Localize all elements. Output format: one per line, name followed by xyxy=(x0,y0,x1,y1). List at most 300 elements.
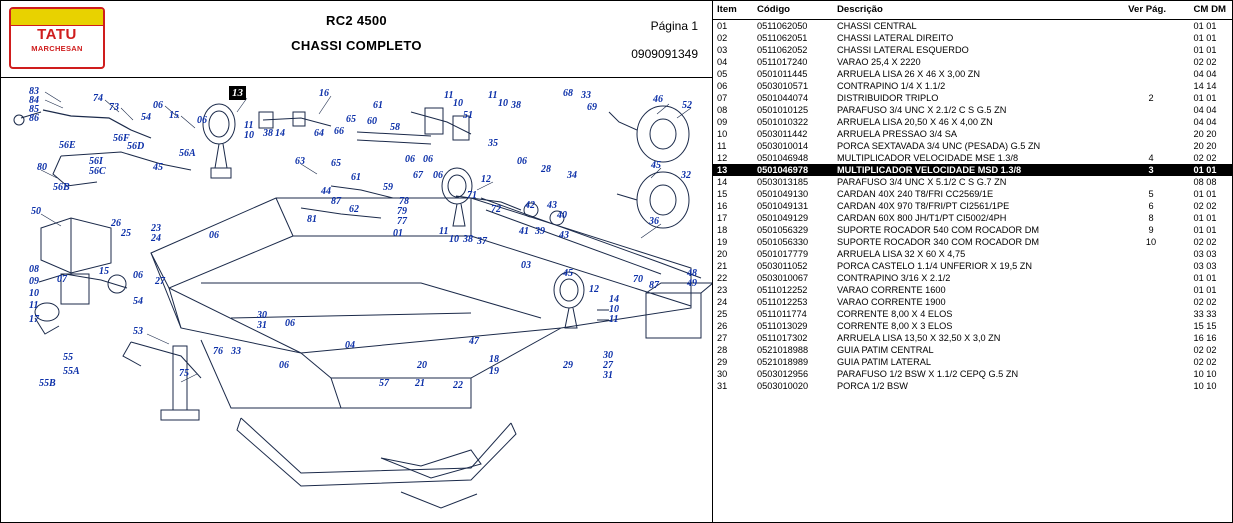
callout-label: 62 xyxy=(349,204,359,215)
cell-ver-pag xyxy=(1124,356,1176,368)
table-row[interactable] xyxy=(713,212,1232,224)
callout-label: 10 xyxy=(449,234,459,245)
cell-cm-dm: 01 01 xyxy=(1193,21,1217,31)
callout-label: 20 xyxy=(417,360,427,371)
cell-code: 0511012253 xyxy=(757,297,808,307)
table-row[interactable] xyxy=(713,284,1232,296)
callout-label: 06 xyxy=(405,154,415,165)
callout-label: 19 xyxy=(489,366,499,377)
table-row[interactable] xyxy=(713,20,1232,33)
cell-description: CARDAN 40X 970 T8/FRI/PT CI2561/1PE xyxy=(837,201,1010,211)
callout-label: 31 xyxy=(257,320,267,331)
callout-label: 18 xyxy=(489,354,499,365)
cell-code: 0501056329 xyxy=(757,225,809,235)
parts-table-body xyxy=(713,20,1232,393)
cell-code: 0511013029 xyxy=(757,321,808,331)
cell-ver-pag: 9 xyxy=(1148,225,1154,235)
cell-cm-dm: 01 01 xyxy=(1193,213,1217,223)
callout-label: 84 xyxy=(29,95,39,106)
cell-code: 0503013185 xyxy=(757,177,809,187)
cell-cm-dm: 01 01 xyxy=(1193,93,1217,103)
cell-ver-pag xyxy=(1124,248,1176,260)
callout-label: 10 xyxy=(498,98,508,109)
callout-label: 79 xyxy=(397,206,407,217)
callout-label: 38 xyxy=(263,128,273,139)
callout-label: 14 xyxy=(275,128,285,139)
callout-label: 33 xyxy=(581,90,591,101)
callout-label: 26 xyxy=(111,218,121,229)
cell-item: 25 xyxy=(717,309,728,319)
callout-label: 55A xyxy=(63,366,80,377)
cell-item: 18 xyxy=(717,225,728,235)
table-row[interactable] xyxy=(713,128,1232,140)
callout-label: 11 xyxy=(29,300,39,311)
cell-code: 0501049129 xyxy=(757,213,809,223)
callout-label: 06 xyxy=(153,100,163,111)
callout-label: 25 xyxy=(121,228,131,239)
cell-description: ARRUELA LISA 20,50 X 46 X 4,00 ZN xyxy=(837,117,993,127)
cell-item: 20 xyxy=(717,249,728,259)
callout-label: 04 xyxy=(345,340,355,351)
cell-code: 0503010020 xyxy=(757,381,809,391)
table-row[interactable] xyxy=(713,68,1232,80)
callout-label: 65 xyxy=(331,158,341,169)
cell-description: ARRUELA LISA 32 X 60 X 4,75 xyxy=(837,249,966,259)
callout-label: 56D xyxy=(127,141,145,152)
cell-code: 0511012252 xyxy=(757,285,808,295)
cell-ver-pag xyxy=(1124,140,1176,152)
callout-label: 12 xyxy=(481,174,491,185)
callout-label: 13 xyxy=(229,86,246,100)
callout-label: 43 xyxy=(547,200,557,211)
cell-ver-pag xyxy=(1124,260,1176,272)
cell-cm-dm: 01 01 xyxy=(1193,33,1217,43)
callout-label: 87 xyxy=(649,280,659,291)
cell-ver-pag xyxy=(1124,368,1176,380)
callout-label: 28 xyxy=(541,164,551,175)
callout-label: 23 xyxy=(151,223,161,234)
cell-cm-dm: 01 01 xyxy=(1176,164,1232,176)
callout-label: 56B xyxy=(53,182,70,193)
callout-label: 49 xyxy=(687,278,697,289)
table-row[interactable] xyxy=(713,44,1232,56)
table-row[interactable] xyxy=(713,176,1232,188)
cell-code: 0501044074 xyxy=(757,93,809,103)
cell-ver-pag xyxy=(1124,332,1176,344)
callout-label: 12 xyxy=(589,284,599,295)
parts-table xyxy=(713,1,1232,392)
callout-label: 68 xyxy=(563,88,573,99)
callout-label: 10 xyxy=(453,98,463,109)
cell-ver-pag xyxy=(1124,116,1176,128)
cell-code: 0511062052 xyxy=(757,45,808,55)
cell-ver-pag xyxy=(1124,272,1176,284)
callout-label: 55 xyxy=(63,352,73,363)
cell-code: 0503010067 xyxy=(757,273,809,283)
col-ver-pag: Ver Pág. xyxy=(1124,1,1176,20)
cell-cm-dm: 16 16 xyxy=(1193,333,1217,343)
callout-label: 15 xyxy=(169,110,179,121)
cell-description: GUIA PATIM LATERAL xyxy=(837,357,931,367)
cell-description: CORRENTE 8,00 X 4 ELOS xyxy=(837,309,953,319)
cell-ver-pag xyxy=(1124,56,1176,68)
cell-ver-pag xyxy=(1124,320,1176,332)
cell-cm-dm: 15 15 xyxy=(1193,321,1217,331)
cell-ver-pag: 6 xyxy=(1148,201,1154,211)
callout-label: 30 xyxy=(603,350,613,361)
callout-label: 56A xyxy=(179,148,196,159)
callout-label: 34 xyxy=(567,170,577,181)
callout-label: 48 xyxy=(687,268,697,279)
cell-cm-dm: 02 02 xyxy=(1193,237,1217,247)
callout-label: 78 xyxy=(399,196,409,207)
cell-item: 07 xyxy=(717,93,728,103)
cell-item: 29 xyxy=(717,357,728,367)
table-row[interactable] xyxy=(713,224,1232,236)
callout-label: 76 xyxy=(213,346,223,357)
cell-description: PORCA CASTELO 1.1/4 UNFERIOR X 19,5 ZN xyxy=(837,261,1033,271)
cell-description: PORCA SEXTAVADA 3/4 UNC (PESADA) G.5 ZN xyxy=(837,141,1041,151)
callout-label: 56E xyxy=(59,140,76,151)
table-row[interactable] xyxy=(713,140,1232,152)
callout-label: 53 xyxy=(133,326,143,337)
cell-ver-pag xyxy=(1124,80,1176,92)
callout-label: 36 xyxy=(649,216,659,227)
callout-label: 06 xyxy=(133,270,143,281)
cell-item: 30 xyxy=(717,369,728,379)
page-number: Página 1 xyxy=(650,19,698,33)
col-item: Item xyxy=(713,1,753,20)
callout-label: 16 xyxy=(319,88,329,99)
cell-item: 06 xyxy=(717,81,728,91)
cell-description: VARAO 25,4 X 2220 xyxy=(837,57,921,67)
table-row[interactable] xyxy=(713,296,1232,308)
callout-label: 11 xyxy=(244,120,254,131)
cell-code: 0501010125 xyxy=(757,105,809,115)
logo-brand-sub: MARCHESAN xyxy=(31,44,83,53)
cell-code: 0501046978 xyxy=(753,164,833,176)
cell-ver-pag: 4 xyxy=(1148,153,1154,163)
callout-label: 14 xyxy=(609,294,619,305)
cell-description: CORRENTE 8,00 X 3 ELOS xyxy=(837,321,953,331)
cell-item: 22 xyxy=(717,273,728,283)
cell-cm-dm: 04 04 xyxy=(1193,69,1217,79)
cell-ver-pag xyxy=(1124,20,1176,33)
cell-code: 0501011445 xyxy=(757,69,808,79)
cell-cm-dm: 02 02 xyxy=(1193,345,1217,355)
table-row[interactable] xyxy=(713,56,1232,68)
callout-label: 69 xyxy=(587,102,597,113)
cell-cm-dm: 02 02 xyxy=(1193,357,1217,367)
table-row[interactable] xyxy=(713,260,1232,272)
cell-item: 15 xyxy=(717,189,728,199)
cell-code: 0503012956 xyxy=(757,369,809,379)
callout-label: 38 xyxy=(511,100,521,111)
cell-cm-dm: 04 04 xyxy=(1193,105,1217,115)
callout-label: 42 xyxy=(525,200,535,211)
callout-label: 01 xyxy=(393,228,403,239)
callout-label: 58 xyxy=(390,122,400,133)
callout-label: 77 xyxy=(397,216,407,227)
cell-item: 02 xyxy=(717,33,728,43)
cell-item: 24 xyxy=(717,297,728,307)
header-titles xyxy=(1,13,712,53)
cell-item: 05 xyxy=(717,69,728,79)
cell-item: 13 xyxy=(713,164,753,176)
cell-description: ARRUELA PRESSAO 3/4 SA xyxy=(837,129,957,139)
callout-label: 06 xyxy=(209,230,219,241)
cell-ver-pag: 10 xyxy=(1145,237,1157,247)
cell-ver-pag: 2 xyxy=(1148,93,1154,103)
callout-label: 45 xyxy=(153,162,163,173)
cell-ver-pag: 8 xyxy=(1148,213,1154,223)
callout-label: 87 xyxy=(331,196,341,207)
cell-code: 0511017302 xyxy=(757,333,808,343)
callout-label: 54 xyxy=(133,296,143,307)
cell-description: DISTRIBUIDOR TRIPLO xyxy=(837,93,939,103)
cell-code: 0511062051 xyxy=(757,33,808,43)
callout-label: 66 xyxy=(334,126,344,137)
cell-code: 0503011442 xyxy=(757,129,808,139)
callout-label: 52 xyxy=(682,100,692,111)
cell-description: PARAFUSO 3/4 UNC X 5.1/2 C S G.7 ZN xyxy=(837,177,1007,187)
cell-cm-dm: 02 02 xyxy=(1193,57,1217,67)
callout-label: 65 xyxy=(346,114,356,125)
cell-description: CARDAN 40X 240 T8/FRI CC2569/1E xyxy=(837,189,994,199)
table-row[interactable] xyxy=(713,368,1232,380)
cell-item: 04 xyxy=(717,57,728,67)
callout-label: 54 xyxy=(141,112,151,123)
cell-item: 16 xyxy=(717,201,728,211)
callout-label: 15 xyxy=(99,266,109,277)
callout-label: 11 xyxy=(439,226,449,237)
cell-description: CHASSI LATERAL ESQUERDO xyxy=(837,45,969,55)
cell-description: CHASSI LATERAL DIREITO xyxy=(837,33,954,43)
cell-description: SUPORTE ROCADOR 340 COM ROCADOR DM xyxy=(837,237,1039,247)
callout-label: 38 xyxy=(463,234,473,245)
cell-code: 0503011052 xyxy=(757,261,808,271)
cell-ver-pag xyxy=(1124,380,1176,392)
callout-label: 10 xyxy=(244,130,254,141)
table-row[interactable] xyxy=(713,92,1232,104)
table-row[interactable] xyxy=(713,188,1232,200)
table-row[interactable] xyxy=(713,308,1232,320)
table-row[interactable] xyxy=(713,116,1232,128)
callout-label: 10 xyxy=(609,304,619,315)
header-meta xyxy=(631,19,698,61)
cell-item: 28 xyxy=(717,345,728,355)
cell-cm-dm: 33 33 xyxy=(1193,309,1217,319)
callout-label: 24 xyxy=(151,233,161,244)
cell-cm-dm: 14 14 xyxy=(1193,81,1217,91)
cell-cm-dm: 03 03 xyxy=(1193,249,1217,259)
callout-label: 70 xyxy=(633,274,643,285)
callout-label: 74 xyxy=(93,93,103,104)
cell-cm-dm: 01 01 xyxy=(1193,225,1217,235)
cell-item: 19 xyxy=(717,237,728,247)
cell-cm-dm: 02 02 xyxy=(1193,153,1217,163)
callout-label: 31 xyxy=(603,370,613,381)
callout-label: 06 xyxy=(423,154,433,165)
cell-cm-dm: 10 10 xyxy=(1193,381,1217,391)
cell-description: PORCA 1/2 BSW xyxy=(837,381,908,391)
cell-code: 0511017240 xyxy=(757,57,808,67)
cell-cm-dm: 20 20 xyxy=(1193,141,1217,151)
cell-description: PARAFUSO 1/2 BSW X 1.1/2 CEPQ G.5 ZN xyxy=(837,369,1019,379)
callout-label: 27 xyxy=(155,276,165,287)
table-row[interactable] xyxy=(713,320,1232,332)
cell-ver-pag: 3 xyxy=(1124,164,1176,176)
cell-cm-dm: 02 02 xyxy=(1193,297,1217,307)
cell-cm-dm: 20 20 xyxy=(1193,129,1217,139)
table-row[interactable] xyxy=(713,272,1232,284)
callout-label: 29 xyxy=(563,360,573,371)
cell-cm-dm: 01 01 xyxy=(1193,273,1217,283)
cell-ver-pag xyxy=(1124,32,1176,44)
callout-label: 55B xyxy=(39,378,56,389)
cell-code: 0521018989 xyxy=(757,357,809,367)
callout-label: 39 xyxy=(535,226,545,237)
callout-label: 06 xyxy=(433,170,443,181)
cell-ver-pag xyxy=(1124,104,1176,116)
cell-code: 0521018988 xyxy=(757,345,809,355)
callout-label: 06 xyxy=(285,318,295,329)
cell-ver-pag xyxy=(1124,176,1176,188)
cell-ver-pag xyxy=(1124,128,1176,140)
cell-item: 27 xyxy=(717,333,728,343)
drawing-vectors xyxy=(1,78,712,522)
cell-description: ARRUELA LISA 26 X 46 X 3,00 ZN xyxy=(837,69,980,79)
callout-label: 43 xyxy=(559,230,569,241)
callout-label: 10 xyxy=(29,288,39,299)
cell-ver-pag xyxy=(1124,284,1176,296)
cell-item: 23 xyxy=(717,285,728,295)
callout-label: 60 xyxy=(367,116,377,127)
callout-label: 57 xyxy=(379,378,389,389)
callout-label: 71 xyxy=(467,190,477,201)
cell-item: 14 xyxy=(717,177,728,187)
cell-item: 03 xyxy=(717,45,728,55)
callout-label: 44 xyxy=(321,186,331,197)
callout-label: 72 xyxy=(491,204,501,215)
cell-ver-pag xyxy=(1124,44,1176,56)
table-row[interactable] xyxy=(713,164,1232,176)
table-row[interactable] xyxy=(713,104,1232,116)
callout-label: 22 xyxy=(453,380,463,391)
table-header-row xyxy=(713,1,1232,20)
cell-cm-dm: 04 04 xyxy=(1193,117,1217,127)
table-row[interactable] xyxy=(713,356,1232,368)
col-description: Descrição xyxy=(833,1,1124,20)
table-row[interactable] xyxy=(713,332,1232,344)
model-title: RC2 4500 xyxy=(326,13,387,28)
callout-label: 56C xyxy=(89,166,106,177)
callout-label: 11 xyxy=(444,90,454,101)
cell-code: 0511062050 xyxy=(757,21,808,31)
cell-description: MULTIPLICADOR VELOCIDADE MSE 1.3/8 xyxy=(837,153,1019,163)
callout-label: 11 xyxy=(488,90,498,101)
table-row[interactable] xyxy=(713,236,1232,248)
cell-code: 0501056330 xyxy=(757,237,809,247)
cell-code: 0503010014 xyxy=(757,141,809,151)
cell-item: 26 xyxy=(717,321,728,331)
cell-item: 09 xyxy=(717,117,728,127)
callout-label: 07 xyxy=(57,274,67,285)
callout-label: 86 xyxy=(29,113,39,124)
callout-label: 85 xyxy=(29,104,39,115)
callout-label: 21 xyxy=(415,378,425,389)
cell-item: 17 xyxy=(717,213,728,223)
cell-cm-dm: 03 03 xyxy=(1193,261,1217,271)
cell-cm-dm: 01 01 xyxy=(1193,285,1217,295)
cell-description: VARAO CORRENTE 1900 xyxy=(837,297,946,307)
cell-ver-pag xyxy=(1124,68,1176,80)
callout-label: 75 xyxy=(179,368,189,379)
cell-description: CHASSI CENTRAL xyxy=(837,21,917,31)
callout-label: 47 xyxy=(469,336,479,347)
cell-code: 0503010571 xyxy=(757,81,809,91)
cell-ver-pag xyxy=(1124,344,1176,356)
cell-cm-dm: 08 08 xyxy=(1193,177,1217,187)
table-row[interactable] xyxy=(713,80,1232,92)
callout-label: 27 xyxy=(603,360,613,371)
cell-cm-dm: 01 01 xyxy=(1193,189,1217,199)
col-cm-dm: CM DM xyxy=(1176,1,1232,20)
cell-code: 0511011774 xyxy=(757,309,807,319)
cell-item: 08 xyxy=(717,105,728,115)
cell-code: 0501049130 xyxy=(757,189,809,199)
callout-label: 09 xyxy=(29,276,39,287)
table-row[interactable] xyxy=(713,152,1232,164)
callout-label: 67 xyxy=(413,170,423,181)
callout-label: 56I xyxy=(89,156,103,167)
callout-label: 61 xyxy=(351,172,361,183)
table-row[interactable] xyxy=(713,380,1232,392)
callout-label: 06 xyxy=(279,360,289,371)
table-row[interactable] xyxy=(713,248,1232,260)
exploded-view-drawing xyxy=(0,78,712,523)
callout-label: 41 xyxy=(519,226,529,237)
callout-label: 03 xyxy=(521,260,531,271)
callout-label: 33 xyxy=(231,346,241,357)
callout-label: 06 xyxy=(517,156,527,167)
cell-item: 31 xyxy=(717,381,728,391)
cell-ver-pag xyxy=(1124,308,1176,320)
cell-item: 10 xyxy=(717,129,728,139)
cell-ver-pag xyxy=(1124,296,1176,308)
table-row[interactable] xyxy=(713,200,1232,212)
cell-code: 0501010322 xyxy=(757,117,809,127)
cell-description: VARAO CORRENTE 1600 xyxy=(837,285,946,295)
callout-label: 80 xyxy=(37,162,47,173)
table-row[interactable] xyxy=(713,32,1232,44)
parts-table-head xyxy=(713,1,1232,20)
callout-label: 73 xyxy=(109,102,119,113)
callout-label: 35 xyxy=(488,138,498,149)
cell-cm-dm: 01 01 xyxy=(1193,45,1217,55)
document-number: 0909091349 xyxy=(631,47,698,61)
cell-description: MULTIPLICADOR VELOCIDADE MSD 1.3/8 xyxy=(833,164,1124,176)
cell-description: CARDAN 60X 800 JH/T1/PT CI5002/4PH xyxy=(837,213,1007,223)
callout-label: 40 xyxy=(557,210,567,221)
table-row[interactable] xyxy=(713,344,1232,356)
parts-list-panel xyxy=(712,0,1233,523)
callout-label: 45 xyxy=(651,160,661,171)
cell-item: 12 xyxy=(717,153,728,163)
assembly-title: CHASSI COMPLETO xyxy=(291,38,422,53)
callout-label: 64 xyxy=(314,128,324,139)
cell-description: CONTRAPINO 3/16 X 2.1/2 xyxy=(837,273,951,283)
